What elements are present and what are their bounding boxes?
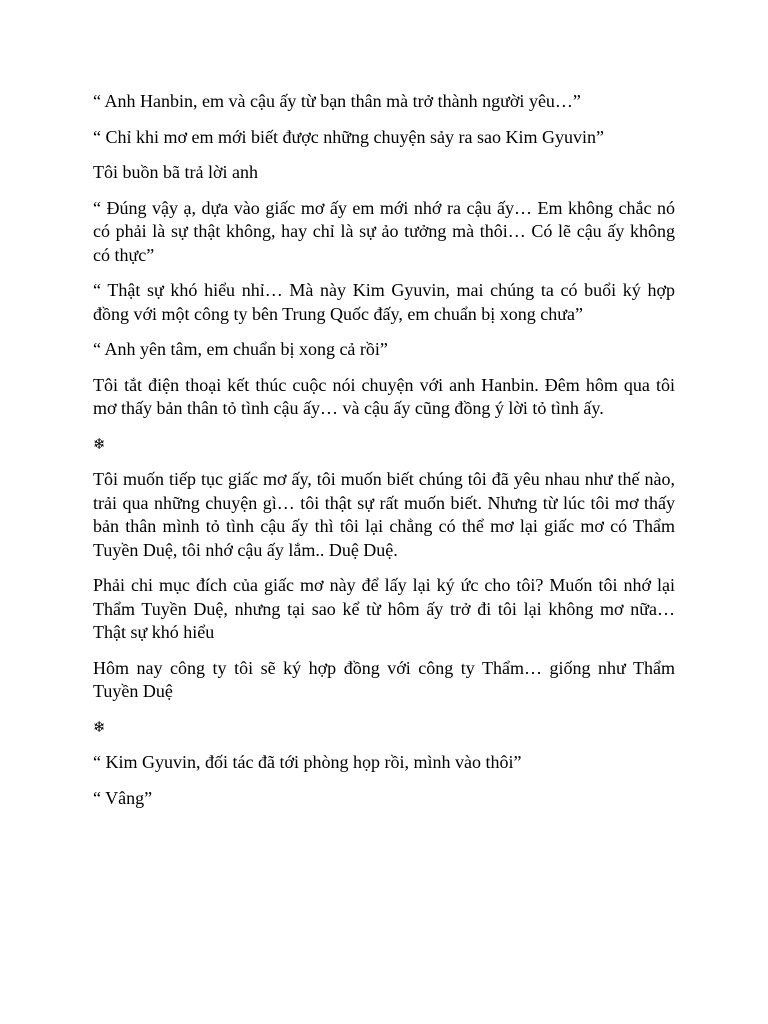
paragraph: Tôi muốn tiếp tục giấc mơ ấy, tôi muốn biết chúng tôi đã yêu nhau như thế nào, trải qua những chuyện gì… tôi thật sự rất muốn biết. Nhưng từ lúc tôi mơ thấy bản thân mình tỏ tình cậu ấy thì tôi lại chẳng có thể mơ lại giấc mơ có Thẩm Tuyền Duệ, tôi nhớ cậu ấy lắm.. Duệ Duệ. — [93, 469, 675, 560]
paragraph: “ Vâng” — [93, 787, 153, 808]
paragraph: “ Kim Gyuvin, đối tác đã tới phòng họp rồi, mình vào thôi” — [93, 752, 522, 772]
document-page — [93, 90, 675, 822]
paragraph: Phải chi mục đích của giấc mơ này để lấy lại ký ức cho tôi? Muốn tôi nhớ lại Thẩm Tuyền Duệ, nhưng tại sao kể từ hôm ấy trở đi tôi lại không mơ nữa… Thật sự khó hiểu — [93, 575, 675, 642]
snowflake-separator-icon: ❄ — [93, 434, 106, 453]
paragraph: “ Thật sự khó hiểu nhỉ… Mà này Kim Gyuvin, mai chúng ta có buổi ký hợp đồng với một công ty bên Trung Quốc đấy, em chuẩn bị xong chưa” — [93, 280, 675, 324]
paragraph: Tôi tắt điện thoại kết thúc cuộc nói chuyện với anh Hanbin. Đêm hôm qua tôi mơ thấy bản thân tỏ tình cậu ấy… và cậu ấy cũng đồng ý lời tỏ tình ấy. — [93, 374, 675, 418]
paragraph: “ Đúng vậy ạ, dựa vào giấc mơ ấy em mới nhớ ra cậu ấy… Em không chắc nó có phải là sự thật không, hay chỉ là sự ảo tưởng mà thôi… Có lẽ cậu ấy không có thực” — [93, 197, 675, 265]
paragraph: Hôm nay công ty tôi sẽ ký hợp đồng với công ty Thẩm… giống như Thẩm Tuyền Duệ — [93, 657, 675, 701]
paragraph: Tôi buồn bã trả lời anh — [93, 162, 258, 182]
paragraph: “ Anh yên tâm, em chuẩn bị xong cả rồi” — [93, 339, 388, 359]
paragraph: “ Chỉ khi mơ em mới biết được những chuyện sảy ra sao Kim Gyuvin” — [93, 126, 604, 147]
paragraph: “ Anh Hanbin, em và cậu ấy từ bạn thân mà trở thành người yêu…” — [93, 91, 581, 111]
snowflake-separator-icon: ❄ — [93, 717, 106, 736]
